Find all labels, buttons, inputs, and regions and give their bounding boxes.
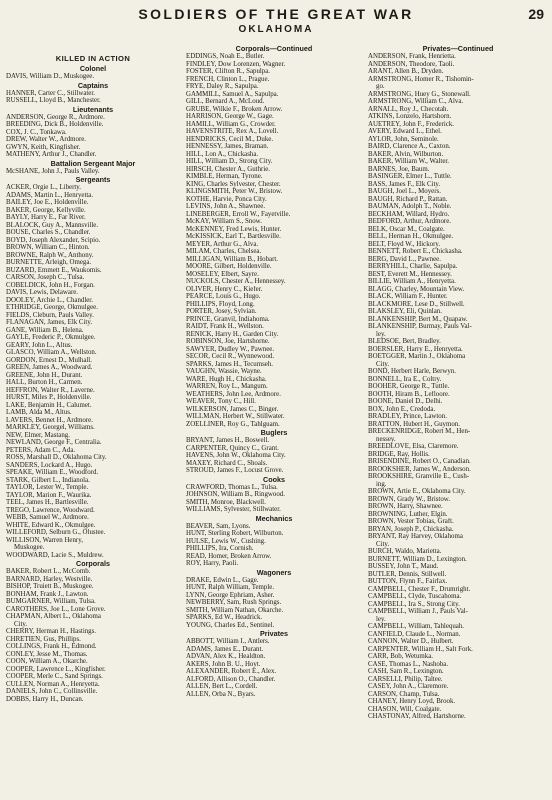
soldier-entry: BRECKENRIDGE, Robert M., Hen- [368,428,471,435]
soldier-entry: BLANKENSHIP, Burmay, Pauls Val- [368,323,472,330]
roster-columns [6,44,548,796]
soldier-entry: BELL, Herman H., Okmulgee. [368,233,454,240]
soldier-entry: MATHENY, Arthur J., Chandler. [6,151,97,158]
soldier-entry: MILAM, Charles, Chelsea. [186,248,262,255]
soldier-entry: CHASON, Will, Coalgate. [368,705,442,713]
soldier-entry: BLAGG, Charley, Mountain View. [368,285,465,293]
soldier-entry: BOOHER, George R., Tuttle. [368,383,450,390]
soldier-entry: ANDERSON, George R., Ardmore. [6,113,105,121]
soldier-entry: ADVAN, Alex K., Healdton. [186,653,266,660]
soldier-entry: ZOELLINER, Roy G., Tahlguam. [186,420,280,428]
soldier-entry: WARE, Hugh H., Chickasha. [186,375,267,383]
soldier-entry: NUCKOLS, Chester A., Hennessey. [186,278,286,285]
soldier-entry: ARANT, Allen B., Dryden. [368,68,444,75]
soldier-entry: HURST, Miles P., Holdenville. [6,394,92,401]
soldier-entry: PHILLIPS, Floyd, Long. [186,300,255,308]
name-list [186,577,362,630]
soldier-entry: BAKER, Robert L., McComb. [6,568,91,575]
soldier-entry: BOX, John E., Credoda. [368,405,436,413]
soldier-entry: COON, William A., Okarche. [6,658,88,665]
soldier-entry: CARPENTER, William H., Salt Fork. [368,645,473,653]
soldier-entry: ARMSTRONG, William C., Alva. [368,98,464,105]
state-heading: OKLAHOMA [238,24,314,35]
soldier-entry: KOTHE, Harvie, Ponca City. [186,195,267,203]
soldier-entry: HARRISON, George W., Gage. [186,113,274,120]
soldier-entry: CASH, Sam R., Lexington. [368,668,444,675]
soldier-entry: BISHOP, Truiett B., Muskogee. [6,583,94,590]
soldier-entry: YOUNG, Charles Ed., Sentinel. [186,621,275,629]
soldier-entry: WILLIAMS, Sylvester, Stillwater. [186,506,281,513]
soldier-entry: BRIDGE, Ray, Hollis. [368,450,430,458]
soldier-entry: BENNETT, Robert E., Chickasha. [368,248,463,255]
soldier-entry: SMITH, Monroe, Blackwell. [186,498,266,506]
soldier-entry: BAYLY, Harry E., Far River. [6,214,86,221]
soldier-entry: go. [376,83,385,90]
soldier-entry: McSHANE, John J., Pauls Valley. [6,167,100,175]
soldier-entry: TEEL, James H., Bartlesville. [6,499,89,506]
soldier-entry: SAWYER, Dudley W., Pawnee. [186,345,275,353]
soldier-entry: BROWNE, Ralph W., Anthony. [6,251,94,259]
name-list [6,184,180,559]
soldier-entry: AUETREY, John F., Frederick. [368,120,455,128]
name-list [186,484,362,514]
soldier-entry: RUSSELL, Lloyd B., Manchester. [6,97,101,104]
soldier-entry: BLEDSOE, Bert, Bradley. [368,338,441,345]
soldier-entry: SPARKS, Ed W., Headrick. [186,614,263,621]
soldier-entry: CASEY, John A., Claremore. [368,683,449,690]
name-list [6,568,180,703]
soldier-entry: HUNT, Sterling Robert, Wilburton. [186,530,284,537]
soldier-entry: BOYD, Joseph Alexander, Scipio. [6,236,101,244]
soldier-entry: BOERSLER, Harry E., Henryetta. [368,345,463,353]
soldier-entry: KIMBLE, Herman, Tyrone. [186,173,263,180]
soldier-entry: MOSELEY, Elbert, Sayre. [186,270,259,278]
soldier-entry: TAYLOR, Lester W., Temple. [6,484,89,491]
soldier-entry: City. [14,620,28,628]
soldier-entry: BREEDING, Dick B., Holdenville. [6,121,104,128]
rank-heading: Privates [260,629,288,638]
soldier-entry: BLAKSLEY, Eli, Quinlan. [368,308,442,315]
soldier-entry: HANNER, Carter C., Stillwater. [6,89,95,97]
soldier-entry: McKISSICK, Earl T., Bartlesville. [186,233,281,240]
soldier-entry: BLALOCK, Guy A., Mannsville. [6,221,99,229]
soldier-entry: MAXEY, Richard C., Shoals. [186,459,268,467]
soldier-entry: HAMILL, William G., Crowder. [186,120,276,128]
soldier-entry: BLACK, William F., Hunter. [368,293,448,300]
soldier-entry: BROWN, Artie E., Oklahoma City. [368,488,466,495]
soldier-entry: BAILEY, Joe E., Holdenville. [6,199,89,206]
soldier-entry: CONLEY, Jesse M., Thomas. [6,650,88,658]
soldier-entry: FRYE, Daley R., Sapulpa. [186,83,259,90]
soldier-entry: WILLMAN, Herbert W., Stillwater. [186,413,285,420]
soldier-entry: BOND, Herbert Harle, Berwyn. [368,368,457,375]
soldier-entry: ing. [376,480,387,488]
roster-section [6,54,180,63]
soldier-entry: GLASCO, William A., Wellston. [6,349,97,356]
soldier-entry: BERRYHILL, Charlie, Sapulpa. [368,263,458,270]
soldier-entry: ATKINS, Lonzelo, Hartshorn. [368,113,452,120]
soldier-entry: STARK, Gilbert L., Indianola. [6,476,90,484]
page-number: 29 [528,6,544,22]
soldier-entry: CARSON, Champ, Tulsa. [368,690,440,698]
soldier-entry: BASINGER, Elmer L., Tuttle. [368,173,452,180]
soldier-entry: GREEN, James A., Woodward. [6,364,93,371]
soldier-entry: BOOTH, Hiram B., Lefloore. [368,390,450,398]
soldier-entry: MARKLEY, Georgel, Williams. [6,424,95,431]
soldier-entry: Muskogee. [14,544,45,551]
soldier-entry: ARMSTRONG, Huey G., Stonewall. [368,90,471,98]
name-list [6,114,180,159]
soldier-entry: DANIELS, John C., Collinsville. [6,688,98,695]
soldier-entry: TAYLOR, Marion F., Waurika. [6,491,92,499]
soldier-entry: BAUGH, Richard P., Rattan. [368,195,448,203]
rank-heading: Mechanics [255,513,293,523]
soldier-entry: ANDERSON, Frank, Henrietta. [368,53,456,60]
soldier-entry: BUSSEY, John T., Maud. [368,563,439,570]
soldier-entry: OLIVER, Henry C., Kiefer. [186,285,263,293]
column-3 [368,44,548,796]
soldier-entry: WEATHERS, John Lee, Ardmore. [186,390,281,398]
soldier-entry: BURCH, Waldo, Marietta. [368,548,442,555]
soldier-entry: LYNN, George Ephriam, Asher. [186,591,275,599]
soldier-entry: BONHAM, Frank J., Lawton. [6,590,89,598]
rank-heading: Captains [77,80,109,90]
soldier-entry: BROWN, Harry, Shawnee. [368,503,443,510]
soldier-entry: CAMPBELL, William, Tahlequah. [368,623,465,630]
soldier-entry: CARSELLI, Philip, Taltee. [368,675,443,683]
soldier-entry: BUMGARNER, William, Tulsa. [6,598,96,605]
soldier-entry: ROBINSON, Joe, Hartshorne. [186,338,270,345]
soldier-entry: HULSE, Lewis W., Cushing. [186,537,266,545]
roster-section [6,64,180,81]
soldier-entry: DRAKE, Edwin L., Gage. [186,576,259,584]
roster-section [186,568,362,630]
soldier-entry: CARR, Bob, Wetumka. [368,653,433,660]
soldier-entry: BROWN, Vester Tobias, Graft. [368,518,454,525]
name-list [6,73,180,81]
soldier-entry: BREEDLOVE, Elsa, Claremore. [368,443,459,450]
soldier-entry: BERG, David L., Pawnee. [368,255,441,263]
soldier-entry: McKENNEY, Fred Lewis, Hunter. [186,225,282,233]
soldier-entry: ADAMS, James E., Durant. [186,645,264,653]
soldier-entry: GILL, Bernard A., McLoud. [186,98,265,105]
soldier-entry: CULLEN, Norman A., Henryetta. [6,680,100,688]
soldier-entry: BROOKSHER, James W., Anderson. [368,465,471,473]
roster-section [186,514,362,568]
soldier-entry: JOHNSON, William B., Ringwood. [186,491,285,498]
soldier-entry: ANDERSON, Theodore, Taoli. [368,60,455,68]
soldier-entry: ARMSTRONG, Homer R., Tishomin- [368,75,474,83]
roster-section [6,175,180,559]
soldier-entry: BLACKMORE, Lese D., Stillwell. [368,300,465,308]
soldier-entry: ALLEN, Bert L., Cordell. [186,683,258,690]
soldier-entry: WOODWARD, Lacie S., Muldrew. [6,551,104,559]
soldier-entry: HENNESSY, James, Braman. [186,143,269,150]
soldier-entry: FIELDS, Cleburn, Pauls Valley. [6,311,94,319]
soldier-entry: TREGO, Lawrence, Woodward. [6,506,95,514]
soldier-entry: BROOKSHIRE, Granville E., Cush- [368,473,470,480]
soldier-entry: MOORE, Gilbert, Holdenville. [186,263,272,270]
soldier-entry: FLANAGAN, James, Elk City. [6,319,93,326]
soldier-entry: ACKER, Orgie L., Liberty. [6,184,82,191]
soldier-entry: CHERRY, Herman H., Hastings. [6,628,97,635]
soldier-entry: NEWLAND, George F., Centralia. [6,439,102,446]
soldier-entry: BROWNING, Luther, Elgin. [368,510,448,518]
soldier-entry: PHILLIPS, Ira, Cornish. [186,545,254,552]
roster-section [186,629,362,698]
soldier-entry: ley. [376,615,386,623]
soldier-entry: CAROTHERS, Joe L., Lone Grove. [6,605,106,613]
soldier-entry: BROWN, Grady W., Bristow. [368,495,451,503]
soldier-entry: WILLEFORD, Selburn G., Olustee. [6,529,106,536]
roster-section [368,44,548,721]
soldier-entry: BOONE, Daniel D., Delhi. [368,398,443,405]
soldier-entry: BUTLER, Dennis, Stillwell. [368,570,447,578]
rank-heading: Privates—Continued [422,44,494,53]
soldier-entry: GORDON, Ernest D., Mulhall. [6,356,92,364]
soldier-entry: CAMPBELL, Chester F., Drumright. [368,585,471,593]
soldier-entry: BONNELL, Ira E., Coltry. [368,375,442,383]
soldier-entry: BROWN, William C., Hinton. [6,244,90,251]
name-list [186,437,362,475]
soldier-entry: PEARCE, Louis G., Hugo. [186,293,261,300]
soldier-entry: CASE, Thomas L., Nashoba. [368,660,449,668]
soldier-entry: COLLINGS, Frank H., Edmond. [6,643,97,650]
soldier-entry: ETHRIDGE, George, Okmulgee. [6,304,98,311]
soldier-entry: PORTER, Josey, Sylvian. [186,308,257,315]
roster-section [186,428,362,475]
soldier-entry: City. [376,360,390,368]
soldier-entry: WILLISON, Warren Henry, [6,536,83,544]
soldier-entry: BURNETT, William D., Lexington. [368,555,467,563]
rank-heading: Lieutenants [72,104,114,114]
soldier-entry: VAUGHN, Wassie, Wayne. [186,368,262,375]
soldier-entry: CRAWFORD, Thomas L., Tulsa. [186,483,278,491]
soldier-entry: SPARKS, James H., Tecumseh. [186,360,273,368]
roster-section [6,81,180,105]
soldier-entry: AKERS, John B. U., Hoyt. [186,660,261,668]
page-title: SOLDIERS OF THE GREAT WAR [138,6,414,22]
soldier-entry: BASS, James F., Elk City. [368,180,441,188]
roster-section [6,105,180,159]
soldier-entry: BELK, Oscar M., Coalgate. [368,225,445,233]
soldier-entry: GEARY, John L., Altus. [6,341,73,349]
soldier-entry: NEWBERRY, Sam, Rush Springs. [186,599,282,606]
soldier-entry: COBELDICK, John H., Forgan. [6,281,95,289]
soldier-entry: NEW, Elmer, Mastang. [6,431,70,439]
soldier-entry: CARPENTER, Quincy C., Grant. [186,444,279,452]
soldier-entry: CAMPBELL, William J., Pauls Val- [368,608,468,615]
rank-heading: Sergeants [75,175,111,184]
soldier-entry: CAMPBELL, Clyde, Tuscahoma. [368,593,462,600]
soldier-entry: ALEXANDER, Robert E., Alex. [186,668,277,675]
soldier-entry: BARNARD, Harley, Westville. [6,575,93,583]
soldier-entry: MILLIGAN, William B., Hobart. [186,255,279,263]
soldier-entry: LAVERS, Bennet H., Ardmore. [6,416,93,424]
soldier-entry: BOETGGER, Martin J., Oklahoma [368,353,466,360]
rank-heading: Corporals—Continued [235,44,313,53]
soldier-entry: CAMPBELL, Ira S., Strong City. [368,600,460,608]
name-list [6,90,180,105]
soldier-entry: ARNALL, Roy J., Checotah. [368,105,449,113]
soldier-entry: SPEAKE, William E., Woodford. [6,469,99,476]
soldier-entry: SECOR, Cecil R., Wynnewood. [186,353,275,360]
roster-section [186,475,362,514]
rank-heading: Battalion Sergeant Major [50,158,136,168]
soldier-entry: HAVENSTRITE, Rex A., Lovell. [186,128,279,135]
soldier-entry: GAMMILL, Samuel A., Sapulpa. [186,90,279,98]
soldier-entry: SANDERS, Lockard A., Hugo. [6,461,93,469]
soldier-entry: BAKER, Alvin, Wilburton. [368,150,444,158]
soldier-entry: CHRETIEN, Gus, Phillips. [6,635,81,643]
name-list [186,523,362,568]
soldier-entry: BRYANT, James H., Boswell. [186,437,270,444]
soldier-entry: BRADLEY, Prince, Lawton. [368,413,447,420]
soldier-entry: BRATTON, Hubert H., Guymon. [368,420,460,428]
soldier-entry: CHASTONAY, Alfred, Hartshorne. [368,713,466,720]
soldier-entry: LAKE, Benjamin H., Calumet. [6,401,92,409]
column-2 [186,44,362,796]
soldier-entry: WARREN, Roy L., Mangum. [186,383,268,390]
soldier-entry: RENICK, Harry H., Garden City. [186,330,279,338]
soldier-entry: BEDFORD, Arthur, Ardmore. [368,218,451,225]
soldier-entry: City. [376,540,390,548]
rank-heading: Colonel [79,64,107,73]
soldier-entry: ALFORD, Allison O., Chandler. [186,675,276,683]
rank-heading: Corporals [76,559,110,568]
roster-section [6,559,180,703]
soldier-entry: HUNT, Ralph William, Temple. [186,584,275,591]
soldier-entry: HENDRICKS, Cecil M., Duke. [186,135,274,143]
soldier-entry: BOUSE, Charles S., Chandler. [6,229,91,236]
soldier-entry: BEST, Everett M., Hennessey. [368,270,452,278]
name-list [186,53,362,428]
soldier-entry: McKAY, William S., Snow. [186,218,262,225]
rank-heading: Buglers [260,428,288,437]
rank-heading: Wagoners [256,567,292,577]
soldier-entry: WEAVER, Tony C., Hill. [186,398,256,405]
soldier-entry: BRISENDINE, Robert O., Canadian. [368,458,471,465]
name-list [368,53,548,721]
soldier-entry: READ, Homer, Broken Arrow. [186,552,272,560]
soldier-entry: LAMB, Alda M., Altus. [6,409,72,416]
soldier-entry: BUZARD, Emmett E., Waukomis. [6,266,102,274]
column-1 [6,44,180,796]
soldier-entry: GRUBE, Wilkie F., Broken Arrow. [186,105,283,113]
soldier-entry: GWYN, Keith, Kingfisher. [6,143,81,151]
roster-section [6,159,180,176]
soldier-entry: FINDLEY, Dow Lorenzen, Wagner. [186,60,286,68]
soldier-entry: AVERY, Edward L., Ethel. [368,128,442,135]
soldier-entry: DREW, Walter W., Ardmore. [6,136,87,143]
roster-section [186,44,362,428]
soldier-entry: CANFIELD, Claude L., Norman. [368,630,461,638]
soldier-entry: SMITH, William Nathan, Okarche. [186,606,284,614]
soldier-entry: DOOLEY, Archie L., Chandler. [6,296,93,304]
soldier-entry: HEFFRON, Walter R., Laverne. [6,386,95,394]
soldier-entry: HIRSCH, Chester A., Guthrie. [186,165,271,173]
soldier-entry: BRYANT, Ray Harvey, Oklahoma [368,533,463,540]
soldier-entry: HALL, Burton H., Carmen. [6,379,83,386]
soldier-entry: BRYAN, Joseph P., Chickasha. [368,525,454,533]
rank-heading: Cooks [263,474,285,484]
soldier-entry: HILL, Lon A., Chickasha. [186,150,259,158]
soldier-entry: EDDINGS, Noah E., Butler. [186,53,265,60]
soldier-entry: KING, Charles Sylvester, Chester. [186,180,281,188]
soldier-entry: WEBB, Samuel W., Ardmore. [6,514,89,521]
soldier-entry: COX, J. C., Tonkawa. [6,128,67,136]
soldier-entry: ROY, Harry, Paoli. [186,560,239,567]
soldier-entry: DAVIS, William D., Muskogee. [6,73,95,80]
soldier-entry: BAKER, William W., Walter. [368,158,450,165]
soldier-entry: ley. [376,330,386,338]
casualty-category-heading: KILLED IN ACTION [55,54,131,63]
soldier-entry: LINEBERGER, Erroll W., Fayetville. [186,210,291,218]
soldier-entry: BUTTON, Flynn F., Fairfax. [368,578,448,585]
soldier-entry: HAVENS, John W., Oklahoma City. [186,452,286,459]
soldier-entry: LEVINS, John A., Shawnee. [186,203,266,210]
soldier-entry: BAKER, George, Kellyville. [6,206,86,214]
soldier-entry: GANE, William B., Helena. [6,326,84,334]
soldier-entry: BAUGH, Joel L., Moyers. [368,188,441,195]
name-list [6,168,180,176]
soldier-entry: WILKERSON, James C., Binger. [186,405,279,413]
soldier-entry: BEAVER, Sam, Lyons. [186,522,251,530]
soldier-entry: ALLEN, Orba N., Byars. [186,690,256,698]
soldier-entry: COOPER, Lawrence L., Kingfisher. [6,665,106,673]
soldier-entry: GAYLE, Frederic P., Okmulgee. [6,334,96,341]
soldier-entry: BURNETTE, Arleigh, Omega. [6,259,92,266]
soldier-entry: CHAPMAN, Albert L., Oklahoma [6,613,101,620]
soldier-entry: FOSTER, Clifton R., Sapulpa. [186,68,271,75]
soldier-entry: BARNES, Joe, Baum. [368,165,430,173]
soldier-entry: CARSON, Joseph C., Tulsa. [6,274,85,281]
soldier-entry: WHITE, Edward K., Okmulgee. [6,521,96,529]
soldier-entry: ROSS, Marshall D., Oklahoma City. [6,454,107,461]
soldier-entry: BAIRD, Clarence A., Caxton. [368,143,451,150]
soldier-entry: STROUD, James F., Locust Grove. [186,467,284,474]
soldier-entry: PRINCE, Granvil, Indiahoma. [186,315,270,323]
soldier-entry: RAIDT, Frank H., Wellston. [186,323,264,330]
soldier-entry: DAVIS, Lewis, Delaware. [6,289,79,296]
soldier-entry: DOBBS, Harry H., Duncan. [6,695,84,703]
page-header [0,6,552,26]
soldier-entry: PETERS, Adam C., Ada. [6,446,76,454]
soldier-entry: ADAMS, Martin L., Henryetta. [6,191,94,199]
name-list [186,638,362,698]
soldier-entry: FRENCH, Clinton L., Prague. [186,75,270,83]
soldier-entry: COOPER, Merle C., Sand Springs. [6,673,103,680]
soldier-entry: BLANKENSHIP, Bert M., Quapaw. [368,315,468,323]
soldier-entry: KLINGSMITH, Peter W., Bristow. [186,188,283,195]
soldier-entry: CHANEY, Henry Loyd, Brook. [368,698,456,705]
soldier-entry: AYLOR, John, Seminole. [368,135,439,143]
soldier-entry: MEYER, Arthur G., Alva. [186,240,259,248]
soldier-entry: BELT, Floyd W., Hickory. [368,240,441,248]
soldier-entry: HILL, William D., Strong City. [186,158,273,165]
soldier-entry: BILLIE, William A., Henryetta. [368,278,456,285]
soldier-entry: nessey. [376,435,396,443]
soldier-entry: BECKHAM, Willard, Hydro. [368,210,450,218]
soldier-entry: CANNON, Walter D., Hulbert. [368,638,454,645]
soldier-entry: ABBOTT, William I., Antlers. [186,638,270,645]
soldier-entry: BAUMAN, Adolph T., Noble. [368,203,452,210]
soldier-entry: GREENE, John H., Durant. [6,371,83,379]
